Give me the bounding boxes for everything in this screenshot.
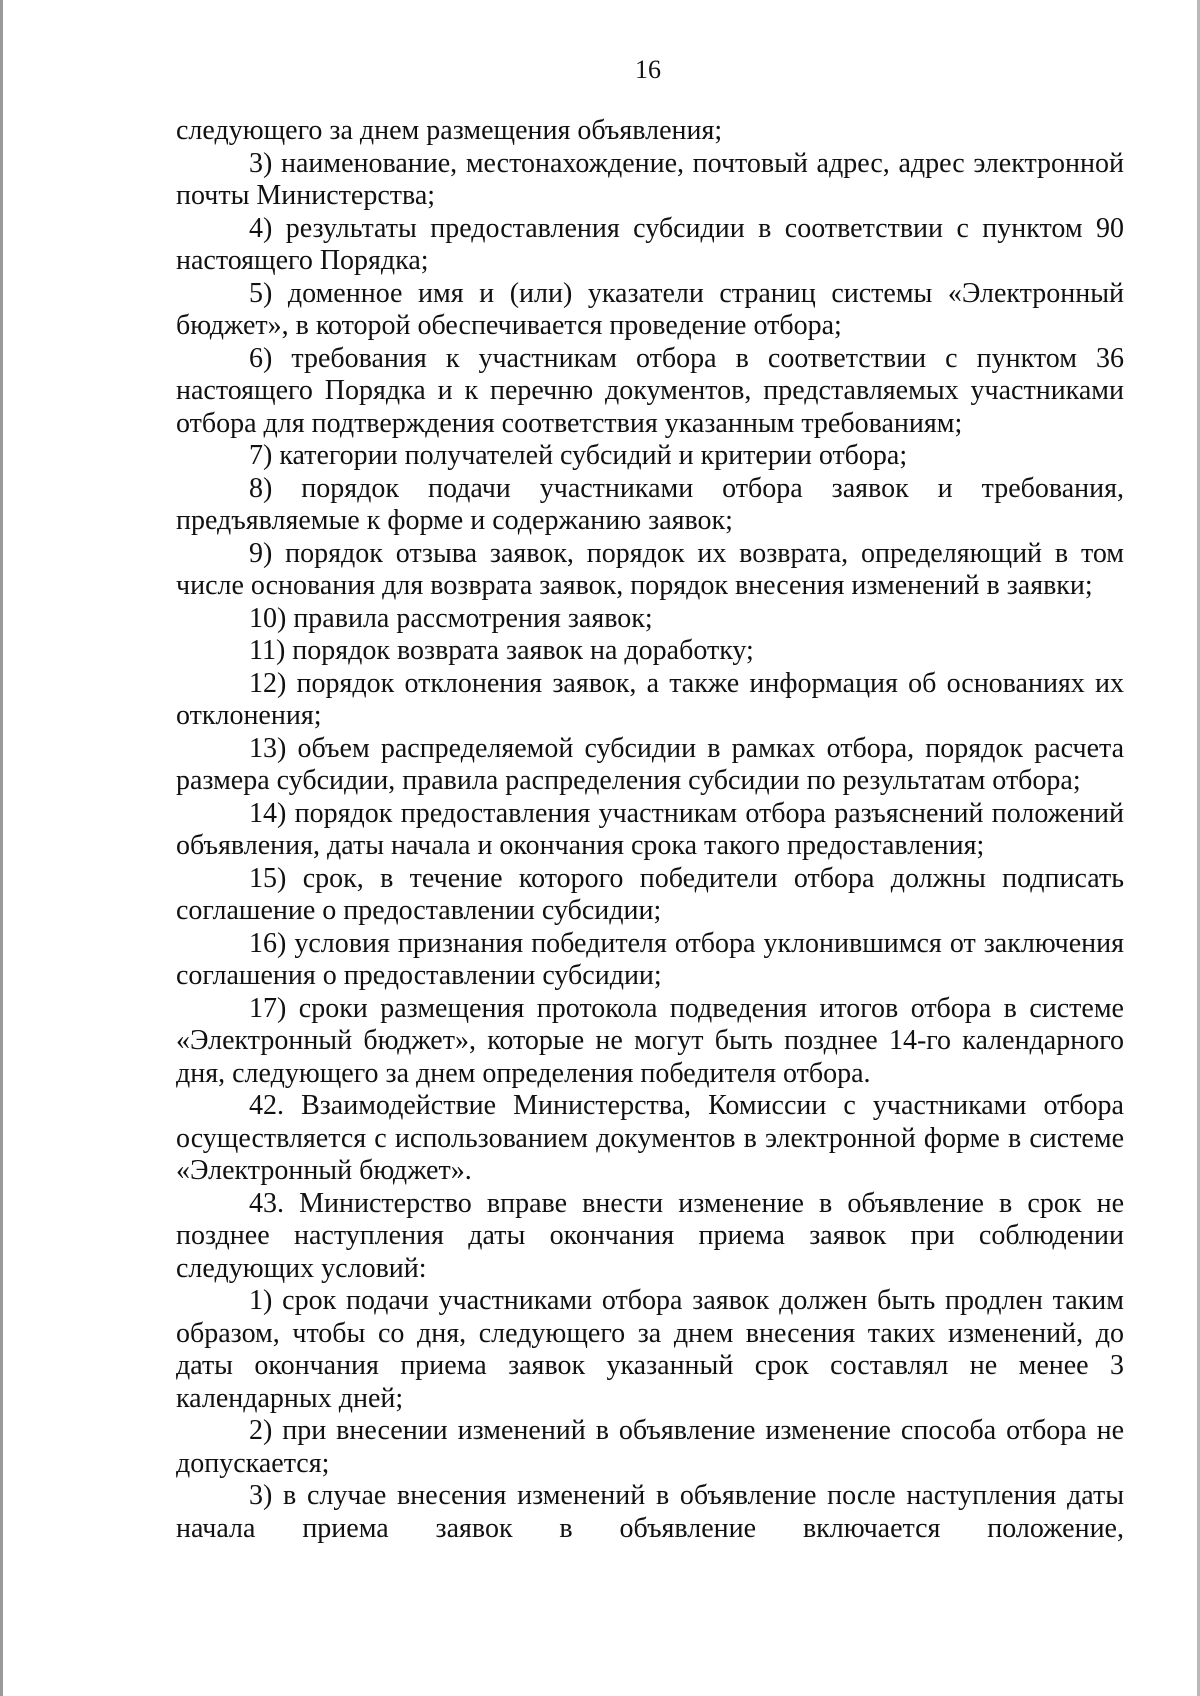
condition-item-3: 3) в случае внесения изменений в объявление после наступления даты начала приема заявок в объявление включается положение, <box>176 1480 1124 1544</box>
list-item-4: 4) результаты предоставления субсидии в соответствии с пунктом 90 настоящего Порядка; <box>176 212 1124 276</box>
list-item-9: 9) порядок отзыва заявок, порядок их возврата, определяющий в том числе основания для возврата заявок, порядок внесения изменений в заявки; <box>176 537 1124 601</box>
paragraph-continuation: следующего за днем размещения объявления; <box>176 115 723 146</box>
list-item-7: 7) категории получателей субсидий и критерии отбора; <box>249 440 908 471</box>
clause-42: 42. Взаимодействие Министерства, Комиссии с участниками отбора осуществляется с использованием документов в электронной форме в системе «Электронный бюджет». <box>176 1090 1124 1186</box>
page-number: 16 <box>635 55 661 84</box>
list-item-11: 11) порядок возврата заявок на доработку; <box>249 635 754 666</box>
list-item-12: 12) порядок отклонения заявок, а также информация об основаниях их отклонения; <box>176 667 1124 731</box>
scan-edge-left <box>0 0 3 1696</box>
list-item-8: 8) порядок подачи участниками отбора заявок и требования, предъявляемые к форме и содержанию заявок; <box>176 472 1124 536</box>
list-item-5: 5) доменное имя и (или) указатели страниц системы «Электронный бюджет», в которой обеспечивается проведение отбора; <box>176 277 1124 341</box>
condition-item-1: 1) срок подачи участниками отбора заявок должен быть продлен таким образом, чтобы со дня, следующего за днем внесения таких изменений, до даты окончания приема заявок указанный срок составлял не менее 3 календарных дней; <box>176 1285 1124 1414</box>
list-item-14: 14) порядок предоставления участникам отбора разъяснений положений объявления, даты начала и окончания срока такого предоставления; <box>176 797 1124 861</box>
condition-item-2: 2) при внесении изменений в объявление изменение способа отбора не допускается; <box>176 1415 1124 1479</box>
list-item-6: 6) требования к участникам отбора в соответствии с пунктом 36 настоящего Порядка и к перечню документов, представляемых участниками отбора для подтверждения соответствия указанным требованиям; <box>176 342 1124 439</box>
list-item-3: 3) наименование, местонахождение, почтовый адрес, адрес электронной почты Министерства; <box>176 147 1124 211</box>
list-item-13: 13) объем распределяемой субсидии в рамках отбора, порядок расчета размера субсидии, правила распределения субсидии по результатам отбора; <box>176 732 1124 796</box>
list-item-16: 16) условия признания победителя отбора уклонившимся от заключения соглашения о предоставлении субсидии; <box>176 927 1124 991</box>
document-body <box>176 115 1124 1545</box>
clause-43: 43. Министерство вправе внести изменение в объявление в срок не позднее наступления даты окончания приема заявок при соблюдении следующих условий: <box>176 1187 1124 1284</box>
list-item-10: 10) правила рассмотрения заявок; <box>249 602 653 634</box>
list-item-15: 15) срок, в течение которого победители отбора должны подписать соглашение о предоставлении субсидии; <box>176 862 1124 926</box>
list-item-17: 17) сроки размещения протокола подведения итогов отбора в системе «Электронный бюджет», которые не могут быть позднее 14-го календарного дня, следующего за днем определения победителя отбора. <box>176 992 1124 1089</box>
